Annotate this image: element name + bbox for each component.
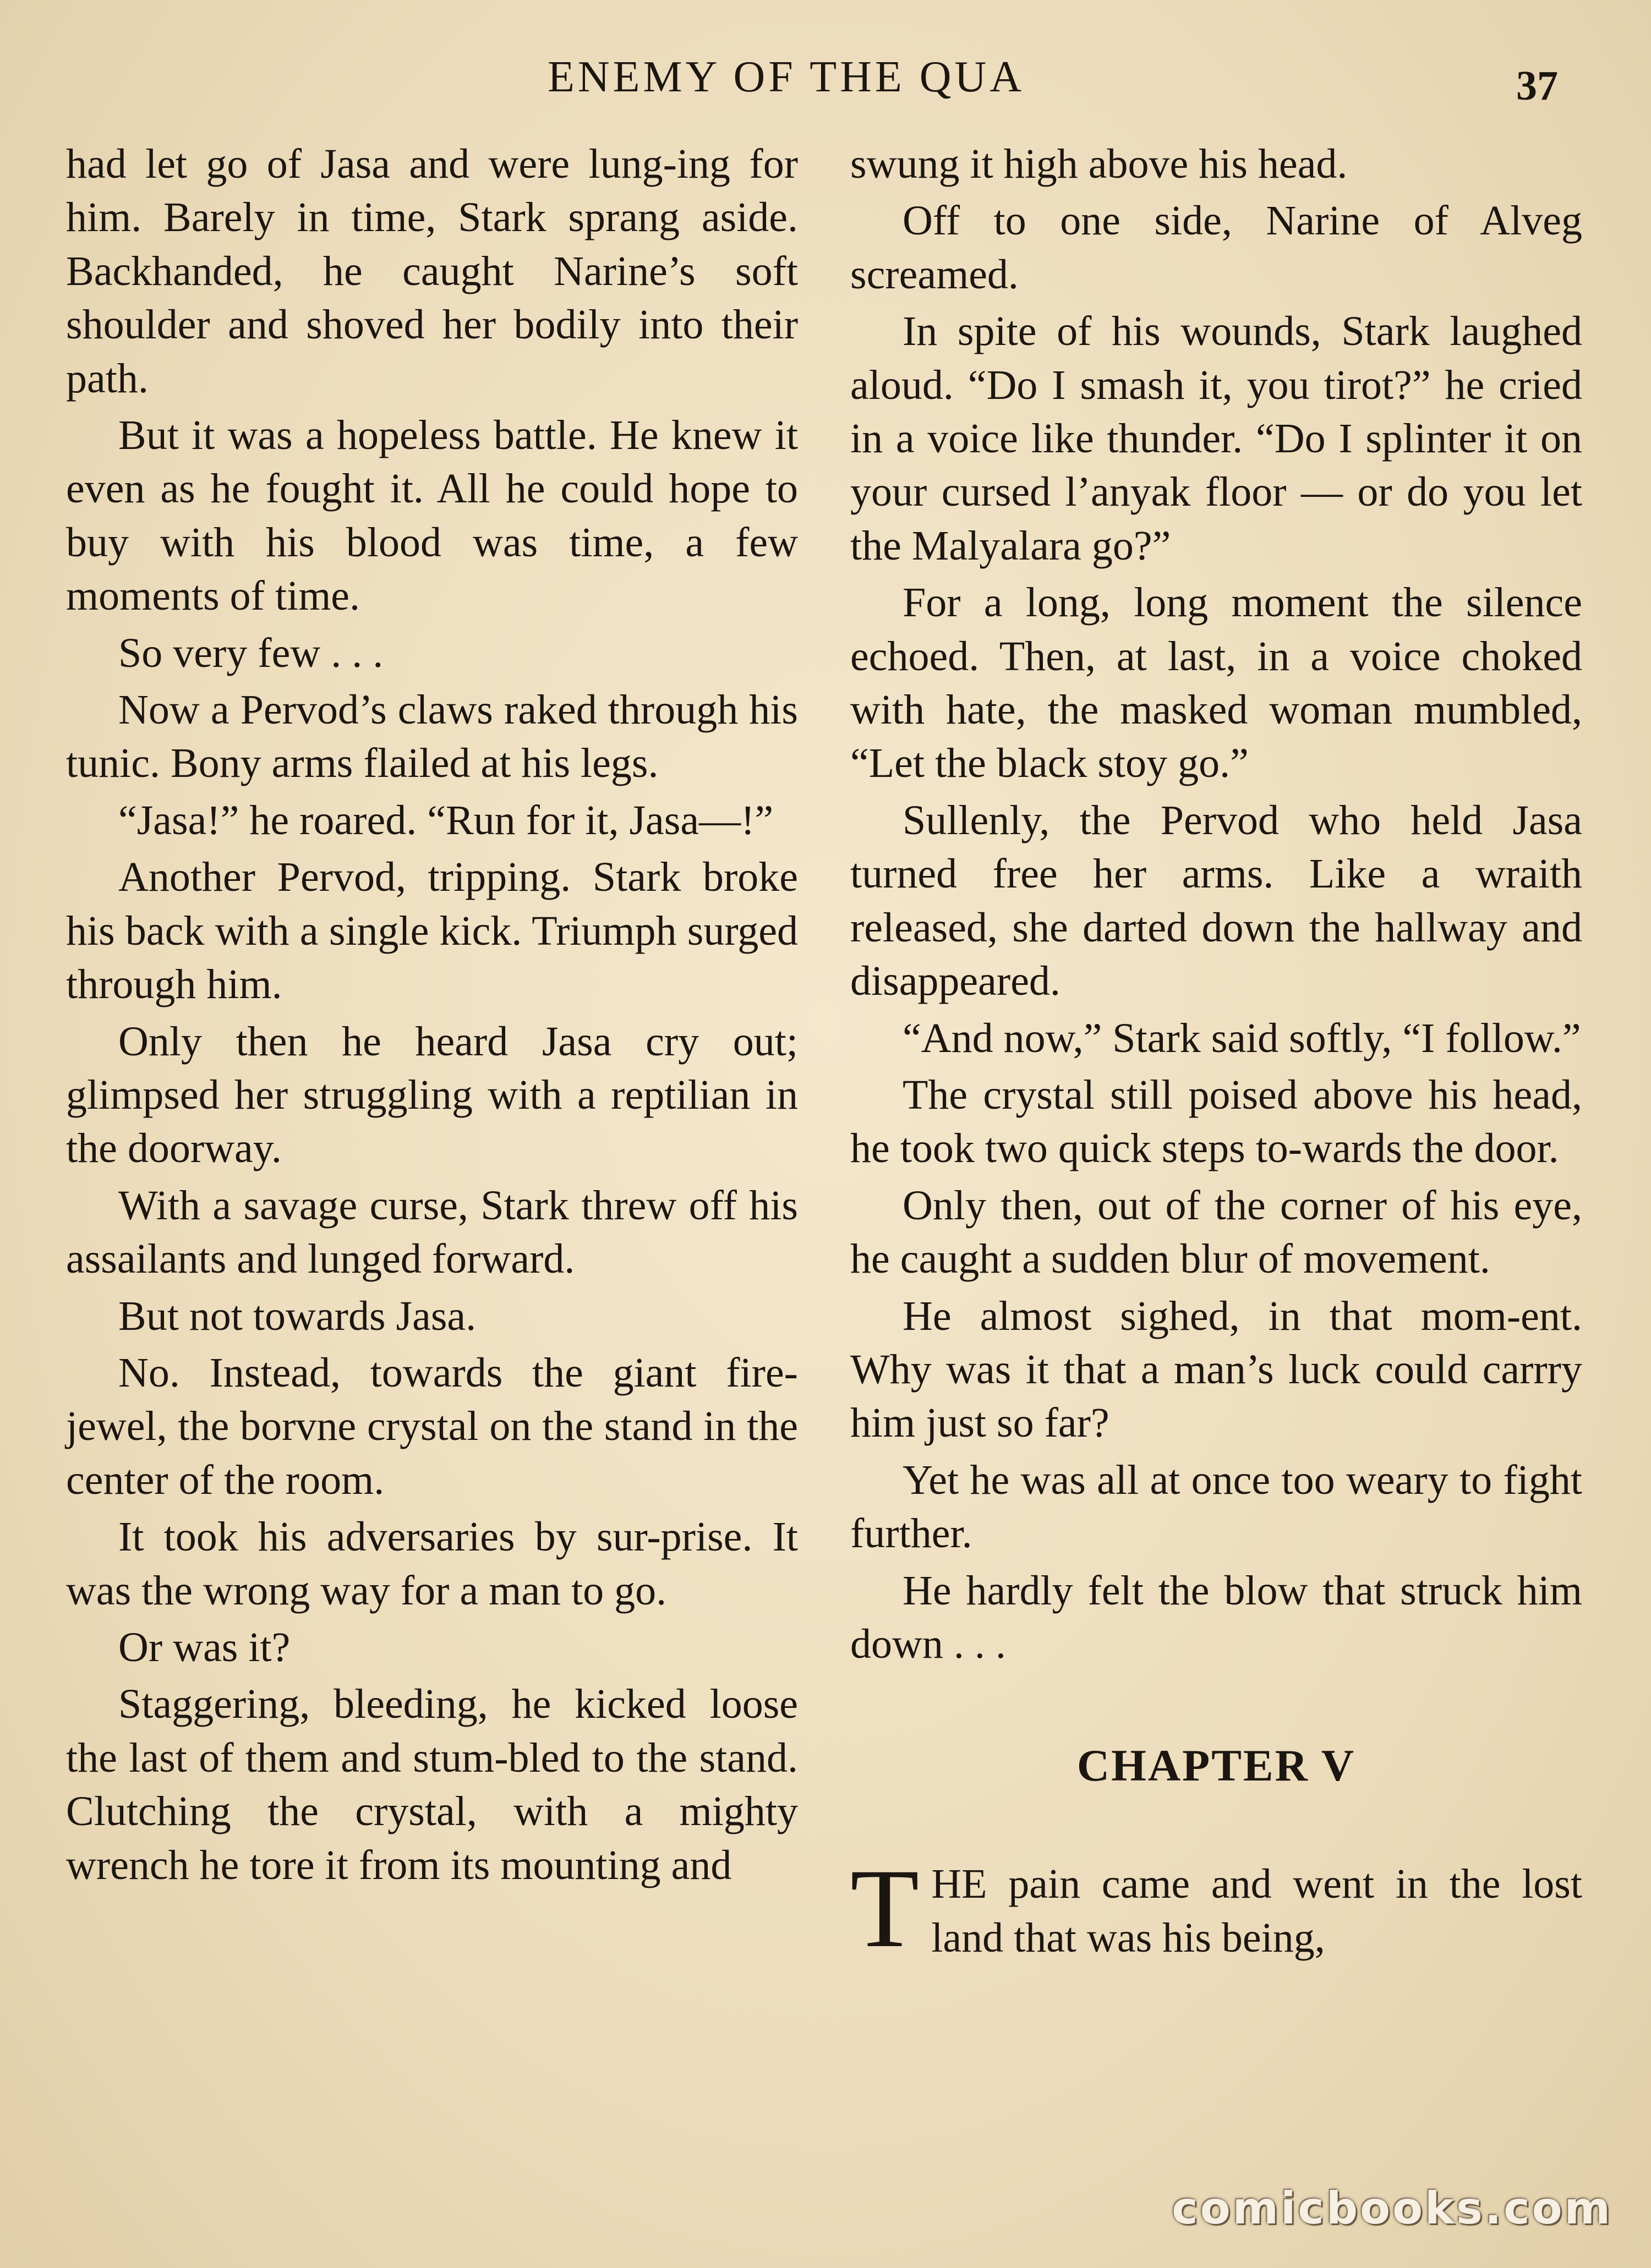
paragraph: He hardly felt the blow that struck him down . . . [850,1567,1582,1667]
chapter-opening-paragraph [850,1846,1582,1971]
paragraph: swung it high above his head. [850,141,1348,187]
chapter-heading: CHAPTER V [1076,1740,1356,1791]
paragraph: For a long, long moment the silence echoed. Then, at last, in a voice choked with hate, the masked woman mumbled, “Let the black stoy go.” [850,579,1582,787]
paragraph: But not towards Jasa. [118,1292,477,1339]
paragraph: He almost sighed, in that mom-ent. Why was it that a man’s luck could carrry him just so far? [850,1292,1582,1447]
drop-cap: T [850,1846,920,1971]
paragraph: No. Instead, towards the giant fire-jewel, the borvne crystal on the stand in the center of the room. [66,1349,798,1503]
paragraph: It took his adversaries by sur-prise. It was the wrong way for a man to go. [66,1514,798,1614]
paragraph: Another Pervod, tripping. Stark broke his back with a single kick. Triumph surged through him. [66,854,798,1008]
paragraph: In spite of his wounds, Stark laughed aloud. “Do I smash it, you tirot?” he cried in a voice like thunder. “Do I splinter it on your cursed l’anyak floor — or do you let the Malyalara go?” [850,308,1582,569]
paragraph: “Jasa!” he roared. “Run for it, Jasa—!” [118,797,774,843]
running-header [0,52,1651,113]
paragraph: Now a Pervod’s claws raked through his tunic. Bony arms flailed at his legs. [66,687,798,787]
paragraph: With a savage curse, Stark threw off his assailants and lunged forward. [66,1182,798,1283]
paragraph: Off to one side, Narine of Alveg screamed. [850,198,1582,298]
paragraph: Only then, out of the corner of his eye, he caught a sudden blur of movement. [850,1182,1582,1283]
paragraph: “And now,” Stark said softly, “I follow.” [903,1015,1581,1061]
paragraph: had let go of Jasa and were lung-ing for him. Barely in time, Stark sprang aside. Backhanded, he caught Narine’s soft shoulder and shoved her bodily into their path. [66,141,798,402]
paragraph: The crystal still poised above his head, he took two quick steps to-wards the door. [850,1071,1582,1172]
watermark: comicbooks.com [1172,2183,1612,2234]
left-column [66,138,798,1896]
paragraph: But it was a hopeless battle. He knew it even as he fought it. All he could hope to buy with his blood was time, a few moments of time. [66,412,798,620]
paragraph: So very few . . . [118,629,384,676]
paragraph: Or was it? [118,1624,291,1670]
paragraph: Sullenly, the Pervod who held Jasa turned free her arms. Like a wraith released, she darted down the hallway and disappeared. [850,797,1582,1005]
chapter-opening-text: HE pain came and went in the lost land that was his being, [931,1861,1582,1961]
right-column [850,138,1582,1971]
running-title: ENEMY OF THE QUA [548,53,1025,101]
paragraph: Yet he was all at once too weary to fight further. [850,1456,1582,1557]
paragraph: Only then he heard Jasa cry out; glimpsed her struggling with a reptilian in the doorway. [66,1018,798,1172]
page-number: 37 [1516,63,1558,109]
paragraph: Staggering, bleeding, he kicked loose the last of them and stum-bled to the stand. Clutching the crystal, with a mighty wrench he tore it from its mounting and [66,1681,798,1888]
